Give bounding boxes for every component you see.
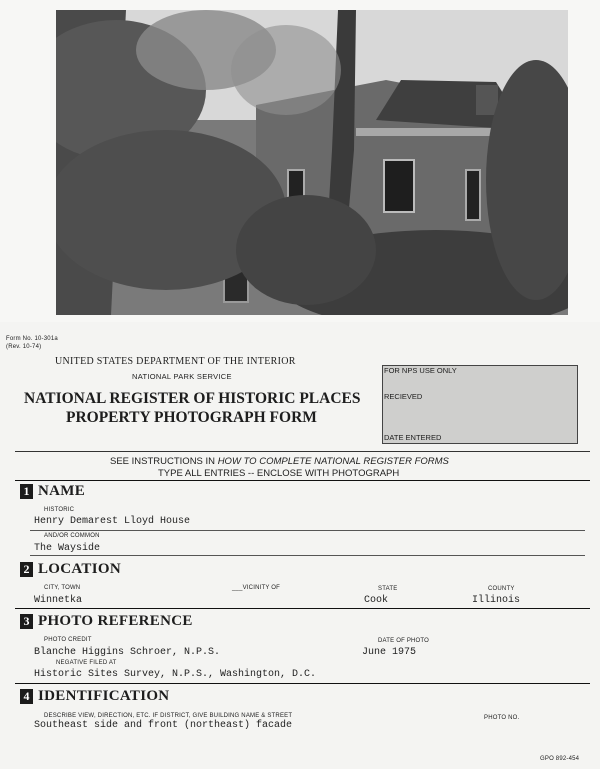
describe-view-value: Southeast side and front (northeast) facade: [34, 720, 293, 731]
house-photo-image: [56, 10, 568, 315]
section-heading-photo-reference: PHOTO REFERENCE: [38, 613, 193, 629]
describe-view-label: DESCRIBE VIEW, DIRECTION, ETC. IF DISTRICT, GIVE BUILDING NAME & STREET: [44, 713, 293, 719]
form-number: Form No. 10-301a: [6, 336, 58, 342]
common-name-value: The Wayside: [34, 543, 101, 554]
date-of-photo-label: DATE OF PHOTO: [378, 638, 430, 644]
section-divider: [15, 480, 590, 481]
photo-number-label: PHOTO NO.: [484, 715, 520, 721]
nps-received-label: RECIEVED: [384, 392, 423, 401]
county-label: COUNTY: [488, 586, 515, 592]
section-number: 3: [20, 614, 33, 629]
field-line: [30, 555, 585, 556]
gpo-code: GPO 892-454: [540, 756, 580, 762]
form-revision: (Rev. 10-74): [6, 344, 42, 350]
vicinity-label: ___VICINITY OF: [232, 585, 281, 591]
nps-box-heading: FOR NPS USE ONLY: [384, 366, 457, 375]
negative-filed-value: Historic Sites Survey, N.P.S., Washington, D.C.: [34, 669, 317, 680]
divider: [15, 451, 590, 452]
service-name: NATIONAL PARK SERVICE: [132, 372, 232, 381]
photo-credit-value: Blanche Higgins Schroer, N.P.S.: [34, 647, 221, 658]
negative-filed-label: NEGATIVE FILED AT: [56, 660, 117, 666]
historic-label: HISTORIC: [44, 507, 75, 513]
county-value: Illinois: [472, 595, 521, 606]
nps-date-entered-label: DATE ENTERED: [384, 433, 442, 442]
instructions-line-1: SEE INSTRUCTIONS IN HOW TO COMPLETE NATIONAL REGISTER FORMS: [110, 456, 449, 467]
section-number: 2: [20, 562, 33, 577]
form-subtitle: PROPERTY PHOTOGRAPH FORM: [66, 409, 317, 426]
property-photograph: [56, 10, 568, 315]
section-number: 1: [20, 484, 33, 499]
historic-name-value: Henry Demarest Lloyd House: [34, 516, 191, 527]
agency-name: UNITED STATES DEPARTMENT OF THE INTERIOR: [55, 356, 296, 367]
city-label: CITY, TOWN: [44, 585, 81, 591]
common-name-label: AND/OR COMMON: [44, 533, 100, 539]
section-number: 4: [20, 689, 33, 704]
photo-credit-label: PHOTO CREDIT: [44, 637, 92, 643]
form-title: NATIONAL REGISTER OF HISTORIC PLACES: [24, 390, 361, 407]
section-heading-identification: IDENTIFICATION: [38, 688, 170, 704]
city-value: Winnetka: [34, 595, 83, 606]
instructions-line-2: TYPE ALL ENTRIES -- ENCLOSE WITH PHOTOGRAPH: [158, 468, 400, 479]
section-heading-name: NAME: [38, 483, 86, 499]
field-line: [30, 530, 585, 531]
section-heading-location: LOCATION: [38, 561, 121, 577]
state-label: STATE: [378, 586, 398, 592]
section-divider: [15, 608, 590, 609]
date-of-photo-value: June 1975: [362, 647, 417, 658]
section-divider: [15, 683, 590, 684]
state-value: Cook: [364, 595, 389, 606]
